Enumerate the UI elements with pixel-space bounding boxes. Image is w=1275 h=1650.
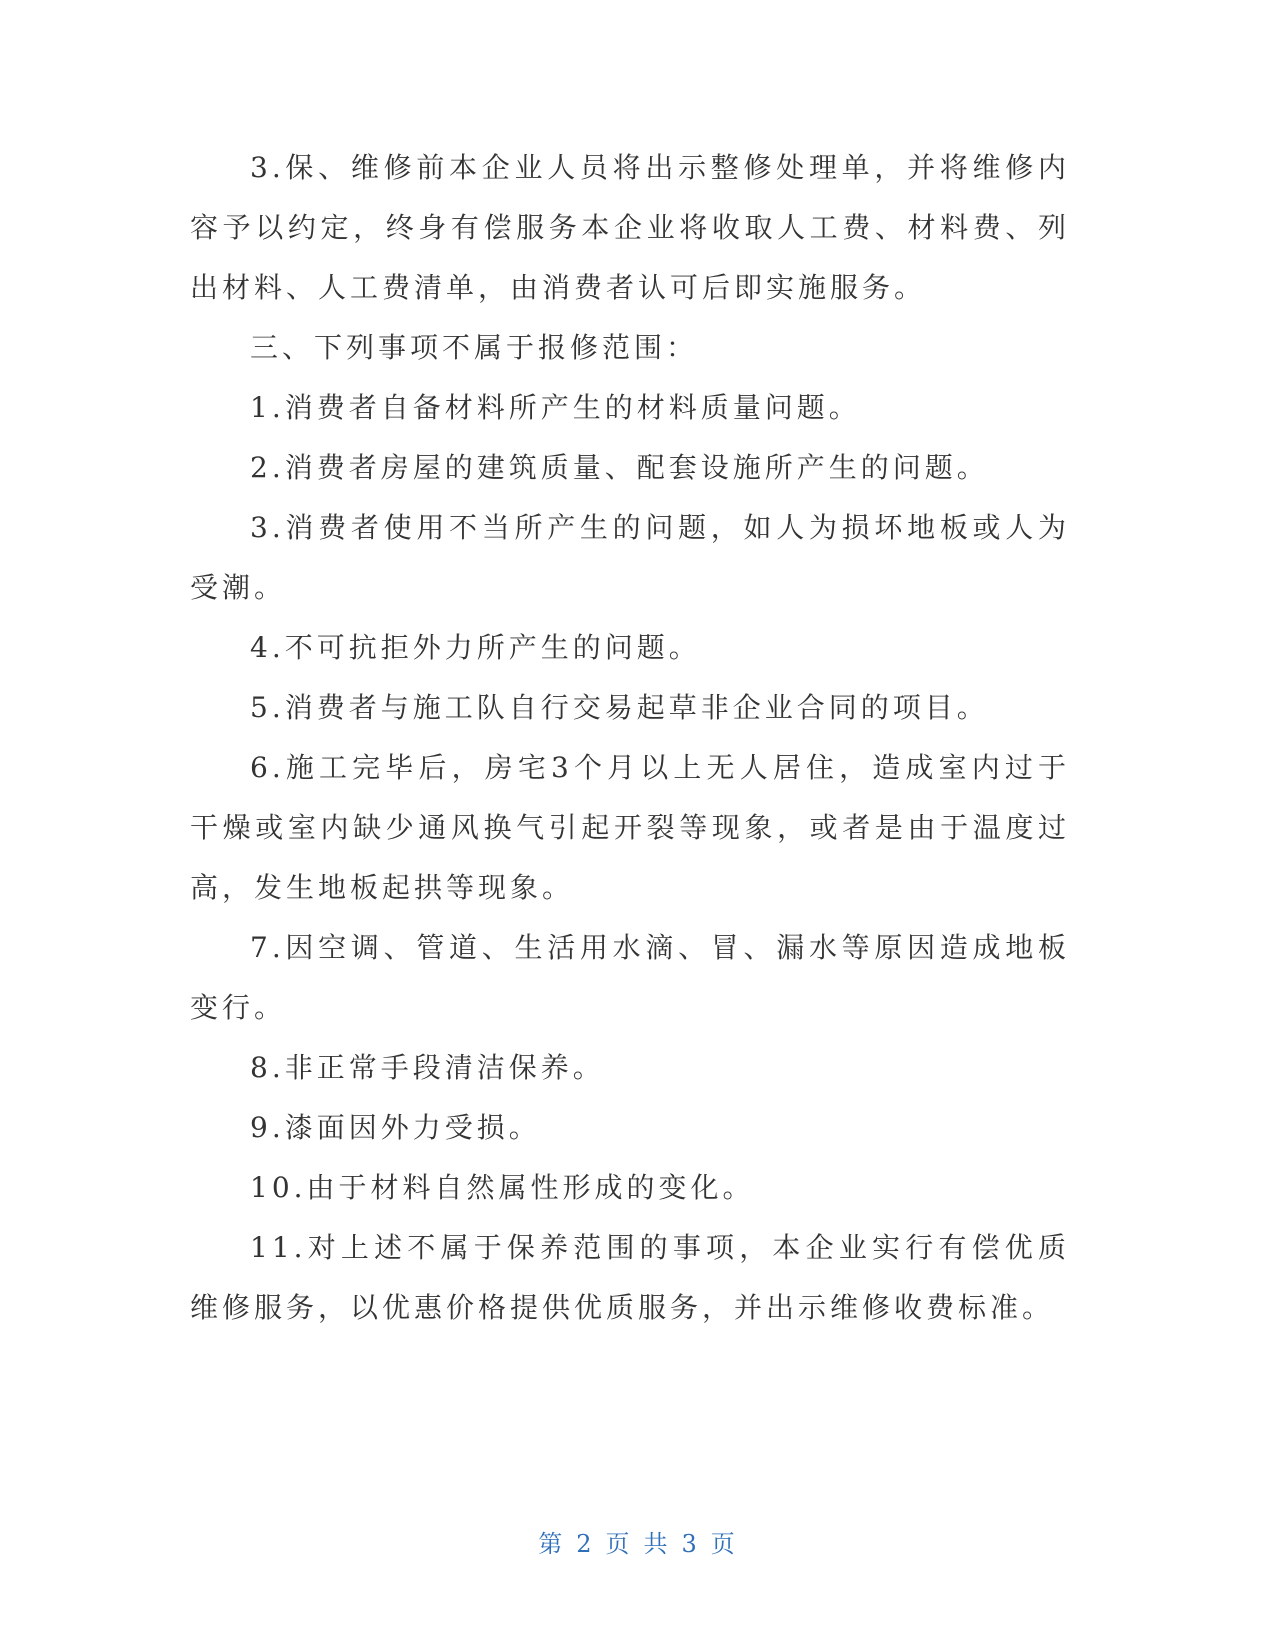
exclusion-item-7: 7.因空调、管道、生活用水滴、冒、漏水等原因造成地板变行。 [190, 931, 1070, 1024]
exclusion-item-5: 5.消费者与施工队自行交易起草非企业合同的项目。 [250, 691, 989, 724]
exclusion-item-4: 4.不可抗拒外力所产生的问题。 [250, 631, 701, 664]
exclusion-item-3: 3.消费者使用不当所产生的问题，如人为损坏地板或人为受潮。 [190, 511, 1070, 604]
exclusion-item-1: 1.消费者自备材料所产生的材料质量问题。 [250, 391, 861, 424]
footer-label-total: 共 [643, 1530, 670, 1558]
exclusion-item-2: 2.消费者房屋的建筑质量、配套设施所产生的问题。 [250, 451, 989, 484]
footer-label-page: 第 [538, 1530, 565, 1558]
footer-label-page-unit: 页 [605, 1530, 632, 1558]
exclusion-item-10: 10.由于材料自然属性形成的变化。 [250, 1171, 755, 1204]
footer-current-page: 2 [576, 1530, 594, 1558]
exclusion-item-11: 11.对上述不属于保养范围的事项，本企业实行有偿优质维修服务，以优惠价格提供优质服务，并出示维修收费标准。 [190, 1231, 1070, 1324]
document-body [190, 138, 1070, 1338]
exclusion-item-9: 9.漆面因外力受损。 [250, 1111, 541, 1144]
exclusion-item-8: 8.非正常手段清洁保养。 [250, 1051, 605, 1084]
footer-total-pages: 3 [681, 1530, 699, 1558]
footer-label-total-unit: 页 [710, 1530, 737, 1558]
page-number-footer [0, 1524, 1275, 1559]
section-heading-exclusions: 三、下列事项不属于报修范围： [250, 331, 699, 364]
paragraph-repair-procedure: 3.保、维修前本企业人员将出示整修处理单，并将维修内容予以约定，终身有偿服务本企业将收取人工费、材料费、列出材料、人工费清单，由消费者认可后即实施服务。 [190, 151, 1070, 304]
exclusion-item-6: 6.施工完毕后，房宅3个月以上无人居住，造成室内过于干燥或室内缺少通风换气引起开裂等现象，或者是由于温度过高，发生地板起拱等现象。 [190, 751, 1070, 904]
